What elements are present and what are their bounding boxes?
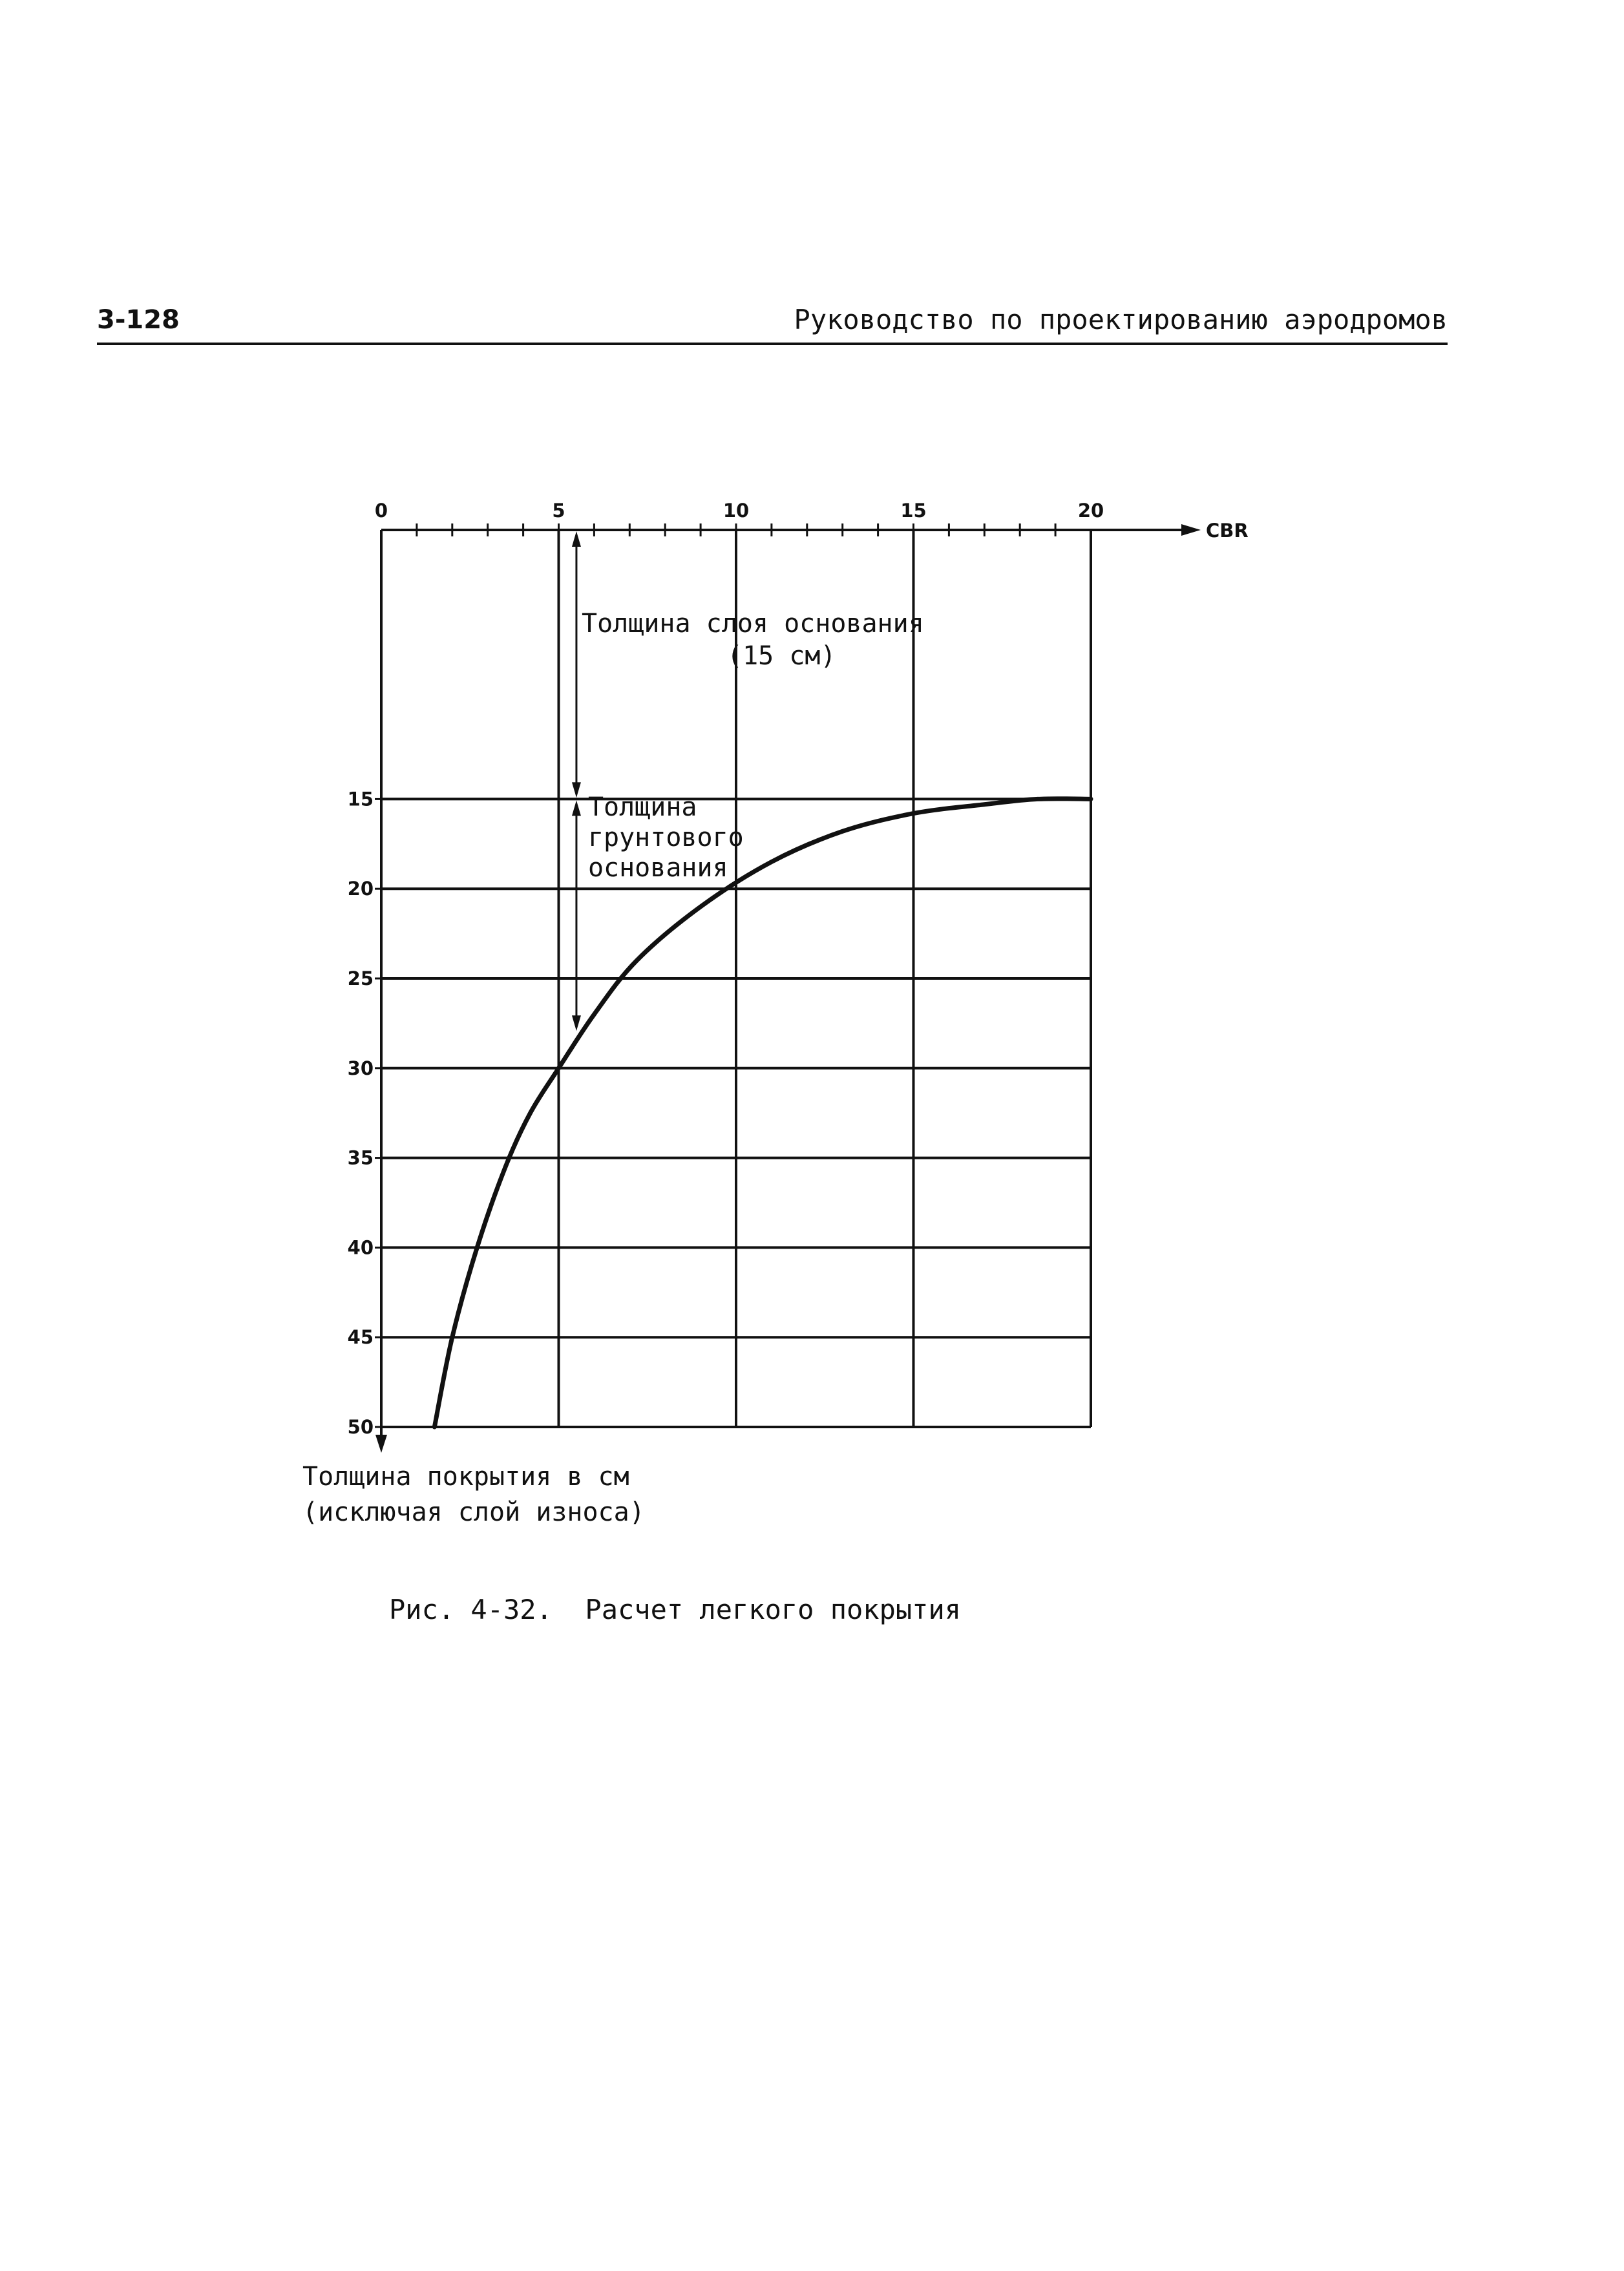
base-arrow-top [572,531,581,547]
annotation-subbase-line: Толщина [587,792,697,822]
y-tick-label: 45 [347,1326,374,1349]
annotation-base-line: Толщина слоя основания [582,609,924,639]
y-axis-label-line: (исключая слой износа) [302,1497,645,1527]
x-tick-label: 15 [900,500,927,522]
annotation-base-line: (15 см) [727,641,836,671]
annotation-subbase-line: основания [587,853,728,883]
page-title: Руководство по проектированию аэродромов [794,304,1448,335]
annotation-subbase-line: грунтового [587,823,744,852]
y-axis-label-line: Толщина покрытия в см [302,1462,629,1492]
series-curve-0 [434,799,1091,1427]
y-axis-arrow [375,1435,387,1453]
base-arrow-bottom [572,782,581,797]
figure-caption: Рис. 4-32. Расчет легкого покрытия [389,1594,962,1625]
y-tick-label: 15 [347,788,374,810]
x-tick-label: 5 [552,500,565,522]
x-tick-label: 10 [722,500,750,522]
y-tick-label: 35 [347,1146,374,1169]
subbase-arrow-top [572,800,581,816]
page-number: 3-128 [97,305,180,335]
x-tick-label: 20 [1077,500,1104,522]
x-tick-label: 0 [374,500,388,522]
x-axis-arrow [1181,524,1201,536]
annotation-layer [572,531,924,1031]
subbase-arrow-bottom [572,1015,581,1031]
y-tick-label: 25 [347,967,374,989]
y-tick-label: 30 [347,1057,374,1079]
y-tick-label: 50 [347,1416,374,1438]
x-axis-label: CBR [1206,520,1249,542]
y-tick-label: 20 [347,878,374,900]
series-layer [434,799,1091,1427]
y-tick-label: 40 [347,1236,374,1259]
